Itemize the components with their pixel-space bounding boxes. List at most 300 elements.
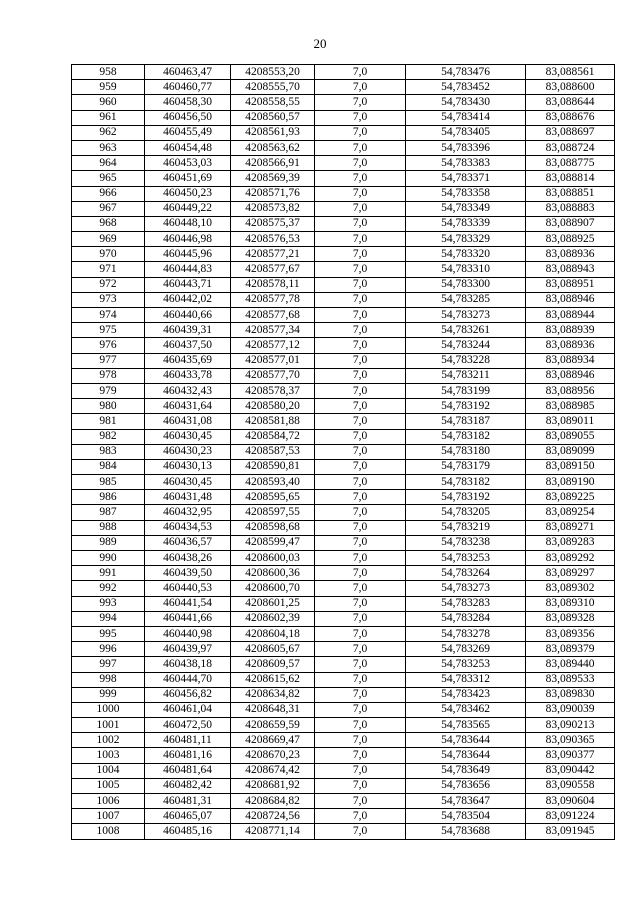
- x-coordinate-cell: 460441,66: [145, 611, 231, 626]
- table-row: [72, 277, 615, 292]
- longitude-cell: 83,089150: [526, 459, 615, 474]
- value-cell: 7,0: [315, 672, 406, 687]
- longitude-cell: 83,088946: [526, 368, 615, 383]
- table-row: [72, 490, 615, 505]
- x-coordinate-cell: 460431,64: [145, 399, 231, 414]
- point-number-cell: 977: [72, 353, 145, 368]
- point-number-cell: 985: [72, 475, 145, 490]
- latitude-cell: 54,783644: [406, 733, 526, 748]
- x-coordinate-cell: 460433,78: [145, 368, 231, 383]
- table-row: [72, 657, 615, 672]
- value-cell: 7,0: [315, 763, 406, 778]
- point-number-cell: 984: [72, 459, 145, 474]
- latitude-cell: 54,783238: [406, 535, 526, 550]
- value-cell: 7,0: [315, 368, 406, 383]
- longitude-cell: 83,088925: [526, 232, 615, 247]
- latitude-cell: 54,783349: [406, 201, 526, 216]
- table-row: [72, 566, 615, 581]
- value-cell: 7,0: [315, 748, 406, 763]
- y-coordinate-cell: 4208577,78: [231, 292, 315, 307]
- value-cell: 7,0: [315, 778, 406, 793]
- table-row: [72, 201, 615, 216]
- x-coordinate-cell: 460453,03: [145, 156, 231, 171]
- latitude-cell: 54,783452: [406, 80, 526, 95]
- x-coordinate-cell: 460434,53: [145, 520, 231, 535]
- latitude-cell: 54,783383: [406, 156, 526, 171]
- point-number-cell: 968: [72, 216, 145, 231]
- x-coordinate-cell: 460448,10: [145, 216, 231, 231]
- point-number-cell: 970: [72, 247, 145, 262]
- longitude-cell: 83,088944: [526, 308, 615, 323]
- value-cell: 7,0: [315, 733, 406, 748]
- latitude-cell: 54,783565: [406, 718, 526, 733]
- latitude-cell: 54,783264: [406, 566, 526, 581]
- x-coordinate-cell: 460481,64: [145, 763, 231, 778]
- value-cell: 7,0: [315, 596, 406, 611]
- table-row: [72, 444, 615, 459]
- y-coordinate-cell: 4208577,12: [231, 338, 315, 353]
- x-coordinate-cell: 460435,69: [145, 353, 231, 368]
- longitude-cell: 83,089283: [526, 535, 615, 550]
- table-row: [72, 262, 615, 277]
- latitude-cell: 54,783211: [406, 368, 526, 383]
- table-row: [72, 125, 615, 140]
- latitude-cell: 54,783187: [406, 414, 526, 429]
- y-coordinate-cell: 4208595,65: [231, 490, 315, 505]
- longitude-cell: 83,089356: [526, 626, 615, 641]
- latitude-cell: 54,783182: [406, 475, 526, 490]
- point-number-cell: 997: [72, 657, 145, 672]
- value-cell: 7,0: [315, 95, 406, 110]
- x-coordinate-cell: 460440,98: [145, 626, 231, 641]
- longitude-cell: 83,090377: [526, 748, 615, 763]
- value-cell: 7,0: [315, 277, 406, 292]
- point-number-cell: 990: [72, 551, 145, 566]
- table-row: [72, 642, 615, 657]
- longitude-cell: 83,089011: [526, 414, 615, 429]
- table-row: [72, 809, 615, 824]
- latitude-cell: 54,783228: [406, 353, 526, 368]
- y-coordinate-cell: 4208597,55: [231, 505, 315, 520]
- value-cell: 7,0: [315, 824, 406, 839]
- longitude-cell: 83,090442: [526, 763, 615, 778]
- table-row: [72, 535, 615, 550]
- latitude-cell: 54,783358: [406, 186, 526, 201]
- value-cell: 7,0: [315, 353, 406, 368]
- x-coordinate-cell: 460460,77: [145, 80, 231, 95]
- longitude-cell: 83,088934: [526, 353, 615, 368]
- latitude-cell: 54,783312: [406, 672, 526, 687]
- table-row: [72, 475, 615, 490]
- longitude-cell: 83,088775: [526, 156, 615, 171]
- table-row: [72, 611, 615, 626]
- value-cell: 7,0: [315, 551, 406, 566]
- x-coordinate-cell: 460444,83: [145, 262, 231, 277]
- longitude-cell: 83,088943: [526, 262, 615, 277]
- table-row: [72, 429, 615, 444]
- point-number-cell: 989: [72, 535, 145, 550]
- table-row: [72, 110, 615, 125]
- x-coordinate-cell: 460436,57: [145, 535, 231, 550]
- page-number: 20: [313, 36, 327, 51]
- point-number-cell: 998: [72, 672, 145, 687]
- latitude-cell: 54,783285: [406, 292, 526, 307]
- latitude-cell: 54,783253: [406, 551, 526, 566]
- x-coordinate-cell: 460455,49: [145, 125, 231, 140]
- table-row: [72, 292, 615, 307]
- x-coordinate-cell: 460461,04: [145, 702, 231, 717]
- table-row: [72, 626, 615, 641]
- y-coordinate-cell: 4208581,88: [231, 414, 315, 429]
- point-number-cell: 959: [72, 80, 145, 95]
- latitude-cell: 54,783423: [406, 687, 526, 702]
- value-cell: 7,0: [315, 702, 406, 717]
- latitude-cell: 54,783396: [406, 140, 526, 155]
- table-row: [72, 459, 615, 474]
- y-coordinate-cell: 4208577,67: [231, 262, 315, 277]
- value-cell: 7,0: [315, 80, 406, 95]
- value-cell: 7,0: [315, 657, 406, 672]
- x-coordinate-cell: 460445,96: [145, 247, 231, 262]
- point-number-cell: 972: [72, 277, 145, 292]
- x-coordinate-cell: 460472,50: [145, 718, 231, 733]
- latitude-cell: 54,783180: [406, 444, 526, 459]
- longitude-cell: 83,090558: [526, 778, 615, 793]
- y-coordinate-cell: 4208558,55: [231, 95, 315, 110]
- longitude-cell: 83,088644: [526, 95, 615, 110]
- longitude-cell: 83,088936: [526, 247, 615, 262]
- longitude-cell: 83,089190: [526, 475, 615, 490]
- point-number-cell: 1001: [72, 718, 145, 733]
- table-row: [72, 687, 615, 702]
- y-coordinate-cell: 4208593,40: [231, 475, 315, 490]
- table-row: [72, 140, 615, 155]
- latitude-cell: 54,783371: [406, 171, 526, 186]
- point-number-cell: 962: [72, 125, 145, 140]
- y-coordinate-cell: 4208604,18: [231, 626, 315, 641]
- x-coordinate-cell: 460456,82: [145, 687, 231, 702]
- value-cell: 7,0: [315, 459, 406, 474]
- value-cell: 7,0: [315, 429, 406, 444]
- x-coordinate-cell: 460450,23: [145, 186, 231, 201]
- x-coordinate-cell: 460442,02: [145, 292, 231, 307]
- latitude-cell: 54,783300: [406, 277, 526, 292]
- latitude-cell: 54,783310: [406, 262, 526, 277]
- y-coordinate-cell: 4208600,03: [231, 551, 315, 566]
- latitude-cell: 54,783278: [406, 626, 526, 641]
- value-cell: 7,0: [315, 490, 406, 505]
- latitude-cell: 54,783504: [406, 809, 526, 824]
- value-cell: 7,0: [315, 216, 406, 231]
- value-cell: 7,0: [315, 186, 406, 201]
- latitude-cell: 54,783273: [406, 308, 526, 323]
- point-number-cell: 994: [72, 611, 145, 626]
- y-coordinate-cell: 4208577,68: [231, 308, 315, 323]
- x-coordinate-cell: 460430,13: [145, 459, 231, 474]
- longitude-cell: 83,088851: [526, 186, 615, 201]
- longitude-cell: 83,089379: [526, 642, 615, 657]
- x-coordinate-cell: 460454,48: [145, 140, 231, 155]
- longitude-cell: 83,088907: [526, 216, 615, 231]
- x-coordinate-cell: 460438,26: [145, 551, 231, 566]
- x-coordinate-cell: 460481,31: [145, 794, 231, 809]
- y-coordinate-cell: 4208577,01: [231, 353, 315, 368]
- table-row: [72, 216, 615, 231]
- x-coordinate-cell: 460485,16: [145, 824, 231, 839]
- value-cell: 7,0: [315, 718, 406, 733]
- latitude-cell: 54,783476: [406, 65, 526, 80]
- value-cell: 7,0: [315, 292, 406, 307]
- table-row: [72, 232, 615, 247]
- y-coordinate-cell: 4208560,57: [231, 110, 315, 125]
- point-number-cell: 966: [72, 186, 145, 201]
- latitude-cell: 54,783182: [406, 429, 526, 444]
- table-row: [72, 824, 615, 839]
- table-row: [72, 748, 615, 763]
- value-cell: 7,0: [315, 505, 406, 520]
- table-row: [72, 323, 615, 338]
- x-coordinate-cell: 460440,53: [145, 581, 231, 596]
- table-row: [72, 505, 615, 520]
- value-cell: 7,0: [315, 611, 406, 626]
- latitude-cell: 54,783430: [406, 95, 526, 110]
- point-number-cell: 999: [72, 687, 145, 702]
- point-number-cell: 965: [72, 171, 145, 186]
- y-coordinate-cell: 4208577,21: [231, 247, 315, 262]
- y-coordinate-cell: 4208578,11: [231, 277, 315, 292]
- longitude-cell: 83,089297: [526, 566, 615, 581]
- value-cell: 7,0: [315, 444, 406, 459]
- x-coordinate-cell: 460430,45: [145, 429, 231, 444]
- point-number-cell: 975: [72, 323, 145, 338]
- latitude-cell: 54,783320: [406, 247, 526, 262]
- table-row: [72, 80, 615, 95]
- point-number-cell: 983: [72, 444, 145, 459]
- value-cell: 7,0: [315, 414, 406, 429]
- latitude-cell: 54,783283: [406, 596, 526, 611]
- y-coordinate-cell: 4208609,57: [231, 657, 315, 672]
- y-coordinate-cell: 4208577,70: [231, 368, 315, 383]
- longitude-cell: 83,088724: [526, 140, 615, 155]
- x-coordinate-cell: 460430,23: [145, 444, 231, 459]
- x-coordinate-cell: 460458,30: [145, 95, 231, 110]
- point-number-cell: 991: [72, 566, 145, 581]
- value-cell: 7,0: [315, 399, 406, 414]
- point-number-cell: 982: [72, 429, 145, 444]
- longitude-cell: 83,088946: [526, 292, 615, 307]
- latitude-cell: 54,783284: [406, 611, 526, 626]
- latitude-cell: 54,783199: [406, 383, 526, 398]
- latitude-cell: 54,783179: [406, 459, 526, 474]
- value-cell: 7,0: [315, 232, 406, 247]
- longitude-cell: 83,089055: [526, 429, 615, 444]
- y-coordinate-cell: 4208670,23: [231, 748, 315, 763]
- point-number-cell: 996: [72, 642, 145, 657]
- x-coordinate-cell: 460481,16: [145, 748, 231, 763]
- point-number-cell: 1007: [72, 809, 145, 824]
- value-cell: 7,0: [315, 110, 406, 125]
- value-cell: 7,0: [315, 383, 406, 398]
- y-coordinate-cell: 4208561,93: [231, 125, 315, 140]
- x-coordinate-cell: 460437,50: [145, 338, 231, 353]
- latitude-cell: 54,783273: [406, 581, 526, 596]
- table-row: [72, 763, 615, 778]
- longitude-cell: 83,089099: [526, 444, 615, 459]
- latitude-cell: 54,783192: [406, 399, 526, 414]
- y-coordinate-cell: 4208576,53: [231, 232, 315, 247]
- value-cell: 7,0: [315, 687, 406, 702]
- longitude-cell: 83,089440: [526, 657, 615, 672]
- table-row: [72, 672, 615, 687]
- value-cell: 7,0: [315, 125, 406, 140]
- x-coordinate-cell: 460439,31: [145, 323, 231, 338]
- longitude-cell: 83,088951: [526, 277, 615, 292]
- x-coordinate-cell: 460431,08: [145, 414, 231, 429]
- value-cell: 7,0: [315, 247, 406, 262]
- point-number-cell: 981: [72, 414, 145, 429]
- longitude-cell: 83,088939: [526, 323, 615, 338]
- y-coordinate-cell: 4208580,20: [231, 399, 315, 414]
- longitude-cell: 83,091945: [526, 824, 615, 839]
- value-cell: 7,0: [315, 794, 406, 809]
- point-number-cell: 995: [72, 626, 145, 641]
- latitude-cell: 54,783329: [406, 232, 526, 247]
- y-coordinate-cell: 4208674,42: [231, 763, 315, 778]
- x-coordinate-cell: 460430,45: [145, 475, 231, 490]
- x-coordinate-cell: 460440,66: [145, 308, 231, 323]
- value-cell: 7,0: [315, 338, 406, 353]
- x-coordinate-cell: 460438,18: [145, 657, 231, 672]
- x-coordinate-cell: 460432,43: [145, 383, 231, 398]
- latitude-cell: 54,783656: [406, 778, 526, 793]
- value-cell: 7,0: [315, 520, 406, 535]
- longitude-cell: 83,089310: [526, 596, 615, 611]
- latitude-cell: 54,783192: [406, 490, 526, 505]
- y-coordinate-cell: 4208575,37: [231, 216, 315, 231]
- y-coordinate-cell: 4208587,53: [231, 444, 315, 459]
- x-coordinate-cell: 460481,11: [145, 733, 231, 748]
- latitude-cell: 54,783462: [406, 702, 526, 717]
- point-number-cell: 969: [72, 232, 145, 247]
- y-coordinate-cell: 4208566,91: [231, 156, 315, 171]
- point-number-cell: 979: [72, 383, 145, 398]
- latitude-cell: 54,783261: [406, 323, 526, 338]
- y-coordinate-cell: 4208600,36: [231, 566, 315, 581]
- point-number-cell: 1005: [72, 778, 145, 793]
- x-coordinate-cell: 460439,50: [145, 566, 231, 581]
- y-coordinate-cell: 4208555,70: [231, 80, 315, 95]
- table-row: [72, 733, 615, 748]
- value-cell: 7,0: [315, 171, 406, 186]
- point-number-cell: 967: [72, 201, 145, 216]
- y-coordinate-cell: 4208577,34: [231, 323, 315, 338]
- x-coordinate-cell: 460444,70: [145, 672, 231, 687]
- value-cell: 7,0: [315, 140, 406, 155]
- longitude-cell: 83,090213: [526, 718, 615, 733]
- point-number-cell: 973: [72, 292, 145, 307]
- x-coordinate-cell: 460451,69: [145, 171, 231, 186]
- value-cell: 7,0: [315, 262, 406, 277]
- y-coordinate-cell: 4208600,70: [231, 581, 315, 596]
- value-cell: 7,0: [315, 156, 406, 171]
- point-number-cell: 971: [72, 262, 145, 277]
- table-row: [72, 551, 615, 566]
- point-number-cell: 1006: [72, 794, 145, 809]
- y-coordinate-cell: 4208578,37: [231, 383, 315, 398]
- table-row: [72, 702, 615, 717]
- table-row: [72, 308, 615, 323]
- value-cell: 7,0: [315, 809, 406, 824]
- longitude-cell: 83,089328: [526, 611, 615, 626]
- longitude-cell: 83,090365: [526, 733, 615, 748]
- longitude-cell: 83,088676: [526, 110, 615, 125]
- longitude-cell: 83,089292: [526, 551, 615, 566]
- latitude-cell: 54,783688: [406, 824, 526, 839]
- table-row: [72, 95, 615, 110]
- table-row: [72, 65, 615, 80]
- y-coordinate-cell: 4208605,67: [231, 642, 315, 657]
- x-coordinate-cell: 460443,71: [145, 277, 231, 292]
- point-number-cell: 987: [72, 505, 145, 520]
- value-cell: 7,0: [315, 475, 406, 490]
- y-coordinate-cell: 4208601,25: [231, 596, 315, 611]
- y-coordinate-cell: 4208615,62: [231, 672, 315, 687]
- value-cell: 7,0: [315, 323, 406, 338]
- longitude-cell: 83,089302: [526, 581, 615, 596]
- latitude-cell: 54,783269: [406, 642, 526, 657]
- y-coordinate-cell: 4208590,81: [231, 459, 315, 474]
- point-number-cell: 976: [72, 338, 145, 353]
- value-cell: 7,0: [315, 65, 406, 80]
- value-cell: 7,0: [315, 581, 406, 596]
- value-cell: 7,0: [315, 626, 406, 641]
- point-number-cell: 964: [72, 156, 145, 171]
- y-coordinate-cell: 4208599,47: [231, 535, 315, 550]
- y-coordinate-cell: 4208571,76: [231, 186, 315, 201]
- y-coordinate-cell: 4208669,47: [231, 733, 315, 748]
- x-coordinate-cell: 460446,98: [145, 232, 231, 247]
- point-number-cell: 960: [72, 95, 145, 110]
- table-row: [72, 353, 615, 368]
- y-coordinate-cell: 4208553,20: [231, 65, 315, 80]
- y-coordinate-cell: 4208569,39: [231, 171, 315, 186]
- longitude-cell: 83,088814: [526, 171, 615, 186]
- point-number-cell: 1008: [72, 824, 145, 839]
- table-row: [72, 186, 615, 201]
- latitude-cell: 54,783414: [406, 110, 526, 125]
- latitude-cell: 54,783339: [406, 216, 526, 231]
- table-row: [72, 718, 615, 733]
- table-row: [72, 581, 615, 596]
- latitude-cell: 54,783647: [406, 794, 526, 809]
- value-cell: 7,0: [315, 308, 406, 323]
- point-number-cell: 1002: [72, 733, 145, 748]
- point-number-cell: 961: [72, 110, 145, 125]
- coordinates-table: [71, 64, 615, 840]
- longitude-cell: 83,088985: [526, 399, 615, 414]
- point-number-cell: 986: [72, 490, 145, 505]
- latitude-cell: 54,783205: [406, 505, 526, 520]
- longitude-cell: 83,091224: [526, 809, 615, 824]
- longitude-cell: 83,089225: [526, 490, 615, 505]
- x-coordinate-cell: 460432,95: [145, 505, 231, 520]
- table-row: [72, 520, 615, 535]
- longitude-cell: 83,088600: [526, 80, 615, 95]
- x-coordinate-cell: 460456,50: [145, 110, 231, 125]
- point-number-cell: 963: [72, 140, 145, 155]
- value-cell: 7,0: [315, 201, 406, 216]
- y-coordinate-cell: 4208573,82: [231, 201, 315, 216]
